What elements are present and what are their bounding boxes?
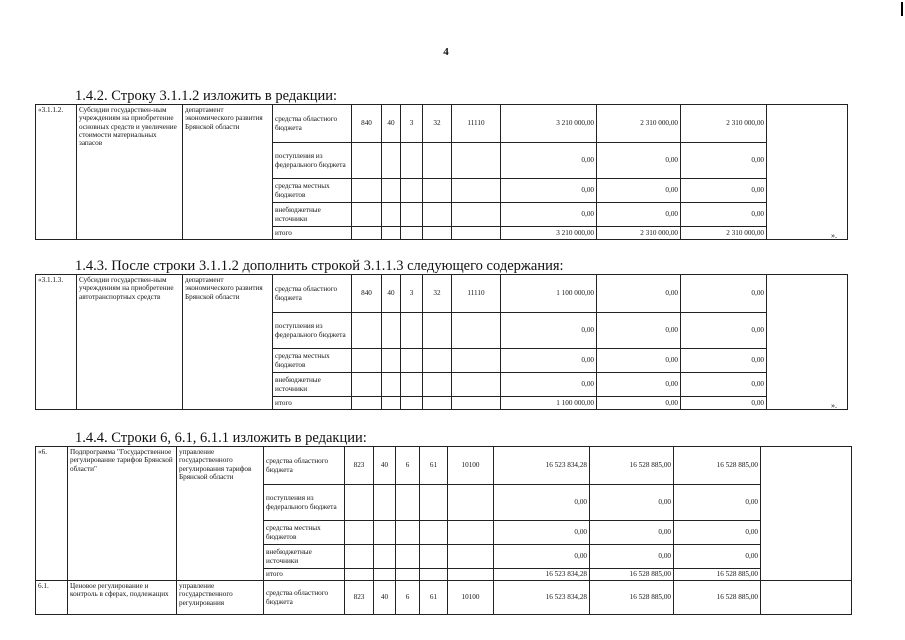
table-row-6 <box>35 446 852 615</box>
code-cell <box>452 227 501 240</box>
code-cell <box>396 485 420 521</box>
code-cell <box>423 397 452 410</box>
code-cell <box>420 569 448 581</box>
amount-cell: 0,00 <box>494 545 590 569</box>
amount-cell: 3 210 000,00 <box>501 227 597 240</box>
code-cell <box>423 313 452 349</box>
empty-cell <box>761 447 852 581</box>
code-cell <box>374 485 396 521</box>
code-cell: 3 <box>401 275 423 313</box>
amount-cell: 16 523 834,28 <box>494 581 590 615</box>
code-cell <box>382 349 401 373</box>
code-cell <box>382 143 401 179</box>
code-cell <box>401 203 423 227</box>
code-cell <box>401 179 423 203</box>
code-cell <box>452 179 501 203</box>
code-cell: 61 <box>420 447 448 485</box>
amount-cell: 0,00 <box>597 275 681 313</box>
amount-cell: 0,00 <box>597 349 681 373</box>
amount-cell: 0,00 <box>597 203 681 227</box>
code-cell <box>448 521 494 545</box>
empty-cell <box>767 105 848 240</box>
amount-cell: 0,00 <box>501 203 597 227</box>
code-cell <box>374 521 396 545</box>
amount-cell: 0,00 <box>681 203 767 227</box>
amount-cell: 0,00 <box>501 373 597 397</box>
amount-cell: 0,00 <box>597 373 681 397</box>
funding-source: итого <box>264 569 345 581</box>
table-row <box>36 447 852 485</box>
code-cell: 823 <box>345 581 374 615</box>
amount-cell: 0,00 <box>590 521 674 545</box>
amount-cell: 0,00 <box>597 179 681 203</box>
code-cell <box>420 545 448 569</box>
code-cell: 40 <box>374 447 396 485</box>
amount-cell: 16 528 885,00 <box>590 447 674 485</box>
amount-cell: 16 528 885,00 <box>674 447 761 485</box>
code-cell <box>352 373 382 397</box>
amount-cell: 16 528 885,00 <box>590 569 674 581</box>
code-cell: 61 <box>420 581 448 615</box>
code-cell <box>452 373 501 397</box>
code-cell <box>423 143 452 179</box>
row-code: «3.1.1.3. <box>36 275 77 410</box>
code-cell <box>452 313 501 349</box>
code-cell <box>420 521 448 545</box>
row-executor: управление государственного регулирования <box>177 581 264 615</box>
code-cell <box>352 349 382 373</box>
funding-source: внебюджетные источники <box>273 373 352 397</box>
row-name: Субсидии государствен-ным учреждениям на приобретение основных средств и увеличение стоимости материальных запасов <box>77 105 183 240</box>
code-cell <box>352 313 382 349</box>
funding-source: средства местных бюджетов <box>273 349 352 373</box>
code-cell <box>423 349 452 373</box>
amount-cell: 2 310 000,00 <box>597 227 681 240</box>
table-row-3-1-1-3 <box>35 274 848 410</box>
amount-cell: 0,00 <box>681 143 767 179</box>
row-executor: управление государственного регулирования тарифов Брянской области <box>177 447 264 581</box>
funding-source: средства областного бюджета <box>273 275 352 313</box>
amount-cell: 0,00 <box>681 397 767 410</box>
amount-cell: 0,00 <box>494 485 590 521</box>
code-cell <box>452 143 501 179</box>
funding-source: средства областного бюджета <box>264 447 345 485</box>
code-cell <box>452 349 501 373</box>
code-cell <box>382 203 401 227</box>
code-cell <box>423 179 452 203</box>
funding-source: средства областного бюджета <box>264 581 345 615</box>
amount-cell: 0,00 <box>501 349 597 373</box>
funding-source: поступления из федерального бюджета <box>273 313 352 349</box>
code-cell: 40 <box>382 105 401 143</box>
amount-cell: 2 310 000,00 <box>681 227 767 240</box>
code-cell <box>345 521 374 545</box>
amount-cell: 16 523 834,28 <box>494 569 590 581</box>
amount-cell: 0,00 <box>590 545 674 569</box>
table-row <box>36 105 848 143</box>
row-executor: департамент экономического развития Брянской области <box>183 105 273 240</box>
amount-cell: 0,00 <box>501 143 597 179</box>
code-cell <box>352 397 382 410</box>
code-cell <box>420 485 448 521</box>
row-code: «3.1.1.2. <box>36 105 77 240</box>
code-cell <box>345 569 374 581</box>
amount-cell: 16 528 885,00 <box>674 581 761 615</box>
amount-cell: 0,00 <box>501 313 597 349</box>
scan-edge-mark <box>901 2 903 16</box>
funding-source: средства местных бюджетов <box>273 179 352 203</box>
amount-cell: 0,00 <box>590 485 674 521</box>
amount-cell: 0,00 <box>681 275 767 313</box>
code-cell <box>382 373 401 397</box>
code-cell <box>401 373 423 397</box>
amount-cell: 0,00 <box>501 179 597 203</box>
code-cell: 840 <box>352 275 382 313</box>
code-cell: 6 <box>396 581 420 615</box>
code-cell <box>452 203 501 227</box>
code-cell <box>345 545 374 569</box>
code-cell <box>423 227 452 240</box>
amount-cell: 1 100 000,00 <box>501 275 597 313</box>
funding-source: поступления из федерального бюджета <box>264 485 345 521</box>
amount-cell: 0,00 <box>681 313 767 349</box>
amount-cell: 0,00 <box>597 143 681 179</box>
amount-cell: 0,00 <box>681 179 767 203</box>
section-heading-1-4-4: 1.4.4. Строки 6, 6.1, 6.1.1 изложить в редакции: <box>75 430 367 446</box>
amount-cell: 0,00 <box>674 521 761 545</box>
code-cell: 840 <box>352 105 382 143</box>
funding-source: средства областного бюджета <box>273 105 352 143</box>
code-cell <box>374 545 396 569</box>
funding-source: итого <box>273 227 352 240</box>
funding-source: итого <box>273 397 352 410</box>
page-number: 4 <box>443 46 449 58</box>
code-cell <box>401 227 423 240</box>
code-cell <box>423 203 452 227</box>
code-cell: 823 <box>345 447 374 485</box>
code-cell <box>345 485 374 521</box>
code-cell: 32 <box>423 105 452 143</box>
code-cell <box>448 569 494 581</box>
code-cell <box>396 569 420 581</box>
amount-cell: 0,00 <box>494 521 590 545</box>
empty-cell <box>761 581 852 615</box>
code-cell <box>352 203 382 227</box>
code-cell <box>448 545 494 569</box>
code-cell <box>352 227 382 240</box>
code-cell: 32 <box>423 275 452 313</box>
code-cell <box>452 397 501 410</box>
amount-cell: 0,00 <box>681 373 767 397</box>
code-cell: 3 <box>401 105 423 143</box>
code-cell <box>401 349 423 373</box>
section-heading-1-4-2: 1.4.2. Строку 3.1.1.2 изложить в редакции: <box>75 88 338 104</box>
code-cell <box>382 397 401 410</box>
code-cell: 11110 <box>452 105 501 143</box>
amount-cell: 0,00 <box>597 313 681 349</box>
row-name: Подпрограмма "Государственное регулирование тарифов Брянской области" <box>68 447 177 581</box>
code-cell <box>352 179 382 203</box>
section-heading-1-4-3: 1.4.3. После строки 3.1.1.2 дополнить строкой 3.1.1.3 следующего содержания: <box>75 258 564 274</box>
amount-cell: 0,00 <box>681 349 767 373</box>
code-cell <box>396 545 420 569</box>
table-row-3-1-1-2 <box>35 104 848 240</box>
amount-cell: 0,00 <box>597 397 681 410</box>
row-code: 6.1. <box>36 581 68 615</box>
code-cell <box>382 227 401 240</box>
row-name: Ценовое регулирование и контроль в сферах, подлежащих <box>68 581 177 615</box>
amount-cell: 2 310 000,00 <box>597 105 681 143</box>
code-cell: 40 <box>374 581 396 615</box>
code-cell: 10100 <box>448 447 494 485</box>
amount-cell: 1 100 000,00 <box>501 397 597 410</box>
code-cell <box>396 521 420 545</box>
funding-source: внебюджетные источники <box>273 203 352 227</box>
code-cell <box>382 179 401 203</box>
table-row <box>36 581 852 615</box>
amount-cell: 2 310 000,00 <box>681 105 767 143</box>
funding-source: средства местных бюджетов <box>264 521 345 545</box>
empty-cell <box>767 275 848 410</box>
funding-source: поступления из федерального бюджета <box>273 143 352 179</box>
code-cell <box>401 397 423 410</box>
code-cell <box>448 485 494 521</box>
code-cell: 10100 <box>448 581 494 615</box>
code-cell <box>401 313 423 349</box>
code-cell: 6 <box>396 447 420 485</box>
amount-cell: 16 523 834,28 <box>494 447 590 485</box>
table-row <box>36 275 848 313</box>
amount-cell: 0,00 <box>674 545 761 569</box>
amount-cell: 16 528 885,00 <box>674 569 761 581</box>
code-cell: 11110 <box>452 275 501 313</box>
closing-quote: ». <box>831 231 837 240</box>
closing-quote: ». <box>831 401 837 410</box>
row-code: «6. <box>36 447 68 581</box>
code-cell <box>423 373 452 397</box>
code-cell <box>374 569 396 581</box>
amount-cell: 0,00 <box>674 485 761 521</box>
amount-cell: 16 528 885,00 <box>590 581 674 615</box>
code-cell <box>382 313 401 349</box>
funding-source: внебюджетные источники <box>264 545 345 569</box>
amount-cell: 3 210 000,00 <box>501 105 597 143</box>
code-cell <box>352 143 382 179</box>
code-cell <box>401 143 423 179</box>
code-cell: 40 <box>382 275 401 313</box>
row-executor: департамент экономического развития Брянской области <box>183 275 273 410</box>
row-name: Субсидии государствен-ным учреждениям на приобретение автотранспортных средств <box>77 275 183 410</box>
